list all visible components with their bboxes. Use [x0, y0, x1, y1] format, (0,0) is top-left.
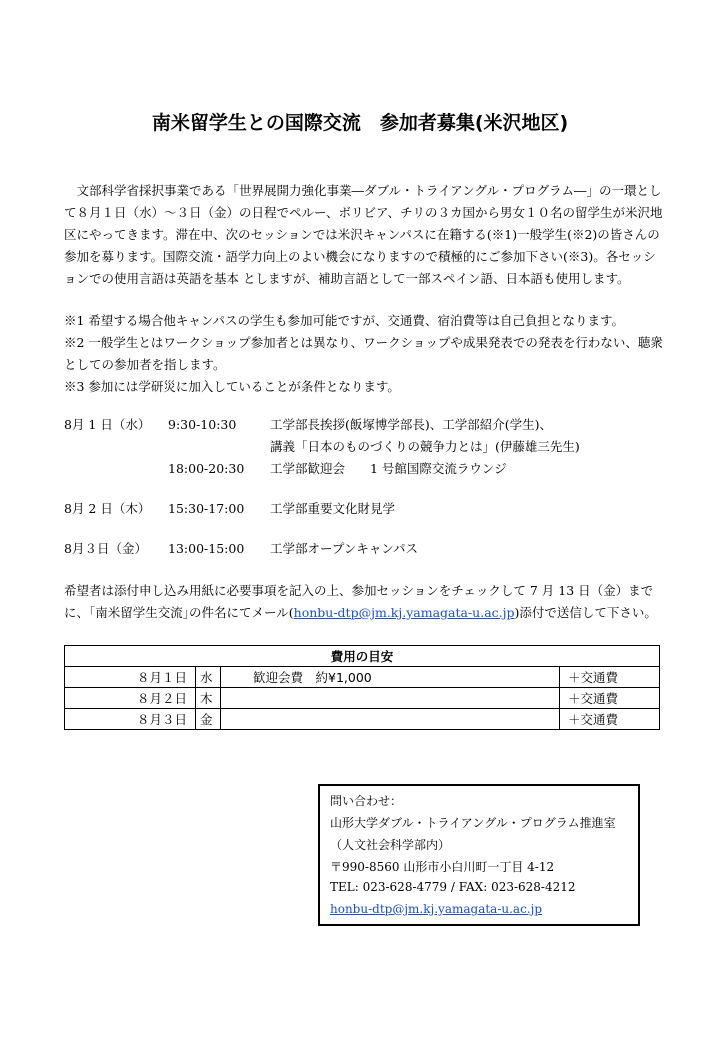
cost-row [65, 688, 660, 709]
contact-box [318, 784, 640, 926]
cost-transport: ＋交通費 [560, 688, 660, 709]
contact-org: 山形大学ダブル・トライアングル・プログラム推進室 [330, 816, 616, 830]
notes [64, 310, 664, 398]
cost-table [64, 645, 660, 730]
cost-date: ８月２日 [65, 688, 196, 709]
schedule-event: 工学部長挨拶(飯塚博学部長)、工学部紹介(学生)、 [270, 417, 553, 432]
contact-phone: TEL: 023-628-4779 / FAX: 023-628-4212 [330, 880, 576, 894]
cost-date: ８月１日 [65, 667, 196, 688]
cost-weekday: 水 [196, 667, 221, 688]
cost-table-header: 費用の目安 [65, 646, 660, 667]
cost-weekday: 金 [196, 709, 221, 730]
email-link[interactable]: honbu-dtp@jm.kj.yamagata-u.ac.jp [293, 605, 515, 620]
schedule-time: 18:00-20:30 [168, 461, 245, 476]
intro-paragraph: 文部科学省採択事業である「世界展開力強化事業―ダブル・トライアングル・プログラム―」の一環として８月１日（水）～３日（金）の日程でペルー、ボリビア、チリの３カ国から男女１０名の留学生が米沢地区にやってきます。滞在中、次のセッションでは米沢キャンパスに在籍する(※1)一般学生(※2)の皆さんの参加を募ります。国際交流・語学力向上のよい機会になりますので積極的にご参加下さい(※3)。各セッションでの使用言語は英語を基本 としますが、補助言語として一部スペイン語、日本語も使用します。 [64, 183, 663, 286]
note-1: ※1 希望する場合他キャンパスの学生も参加可能ですが、交通費、宿泊費等は自己負担となります。 [64, 313, 625, 328]
schedule-event: 工学部重要文化財見学 [270, 501, 396, 516]
schedule-date: 8月 2 日（木） [64, 501, 151, 516]
cost-item-cell [221, 688, 560, 709]
note-2: ※2 一般学生とはワークショップ参加者とは異なり、ワークショップや成果発表での発表を行わない、聴衆としての参加者を指します。 [64, 335, 663, 372]
schedule-event: 工学部オープンキャンパス [270, 541, 419, 556]
cost-item-cell [221, 709, 560, 730]
application-instructions [64, 580, 664, 624]
contact-heading: 問い合わせ： [330, 794, 403, 808]
contact-email-link[interactable]: honbu-dtp@jm.kj.yamagata-u.ac.jp [330, 902, 543, 916]
page-title: 南米留学生との国際交流 参加者募集(米沢地区) [151, 112, 569, 134]
schedule-date: 8月 1 日（水） [64, 417, 151, 432]
contact-dept: （人文社会科学部内） [330, 838, 451, 852]
note-3: ※3 参加には学研災に加入していることが条件となります。 [64, 379, 400, 394]
cost-date: ８月３日 [65, 709, 196, 730]
apply-text-before: 希望者は添付申し込み用紙に必要事項を記入の上、参加セッションをチェックして 7 月 13 日（金）までに、｢南米留学生交流｣の件名にてメール( [64, 583, 654, 620]
cost-transport: ＋交通費 [560, 667, 660, 688]
cost-item: 歓迎会費 約¥1,000 [253, 670, 372, 685]
cost-transport: ＋交通費 [560, 709, 660, 730]
cost-row [65, 709, 660, 730]
schedule-event: 工学部歓迎会 1 号館国際交流ラウンジ [270, 461, 507, 476]
contact-address: 〒990-8560 山形市小白川町一丁目 4-12 [330, 860, 555, 874]
schedule-time: 15:30-17:00 [168, 501, 245, 516]
schedule-date: 8月３日（金） [64, 541, 147, 556]
cost-item-cell [221, 667, 560, 688]
apply-text-after: )添付で送信して下さい。 [514, 605, 657, 620]
schedule-time: 9:30-10:30 [168, 417, 237, 432]
cost-table-header-row [65, 646, 660, 667]
cost-weekday: 木 [196, 688, 221, 709]
schedule-event: 講義「日本のものづくりの競争力とは」(伊藤雄三先生) [270, 439, 580, 454]
contact-email-row [330, 902, 542, 916]
schedule-time: 13:00-15:00 [168, 541, 245, 556]
cost-row [65, 667, 660, 688]
